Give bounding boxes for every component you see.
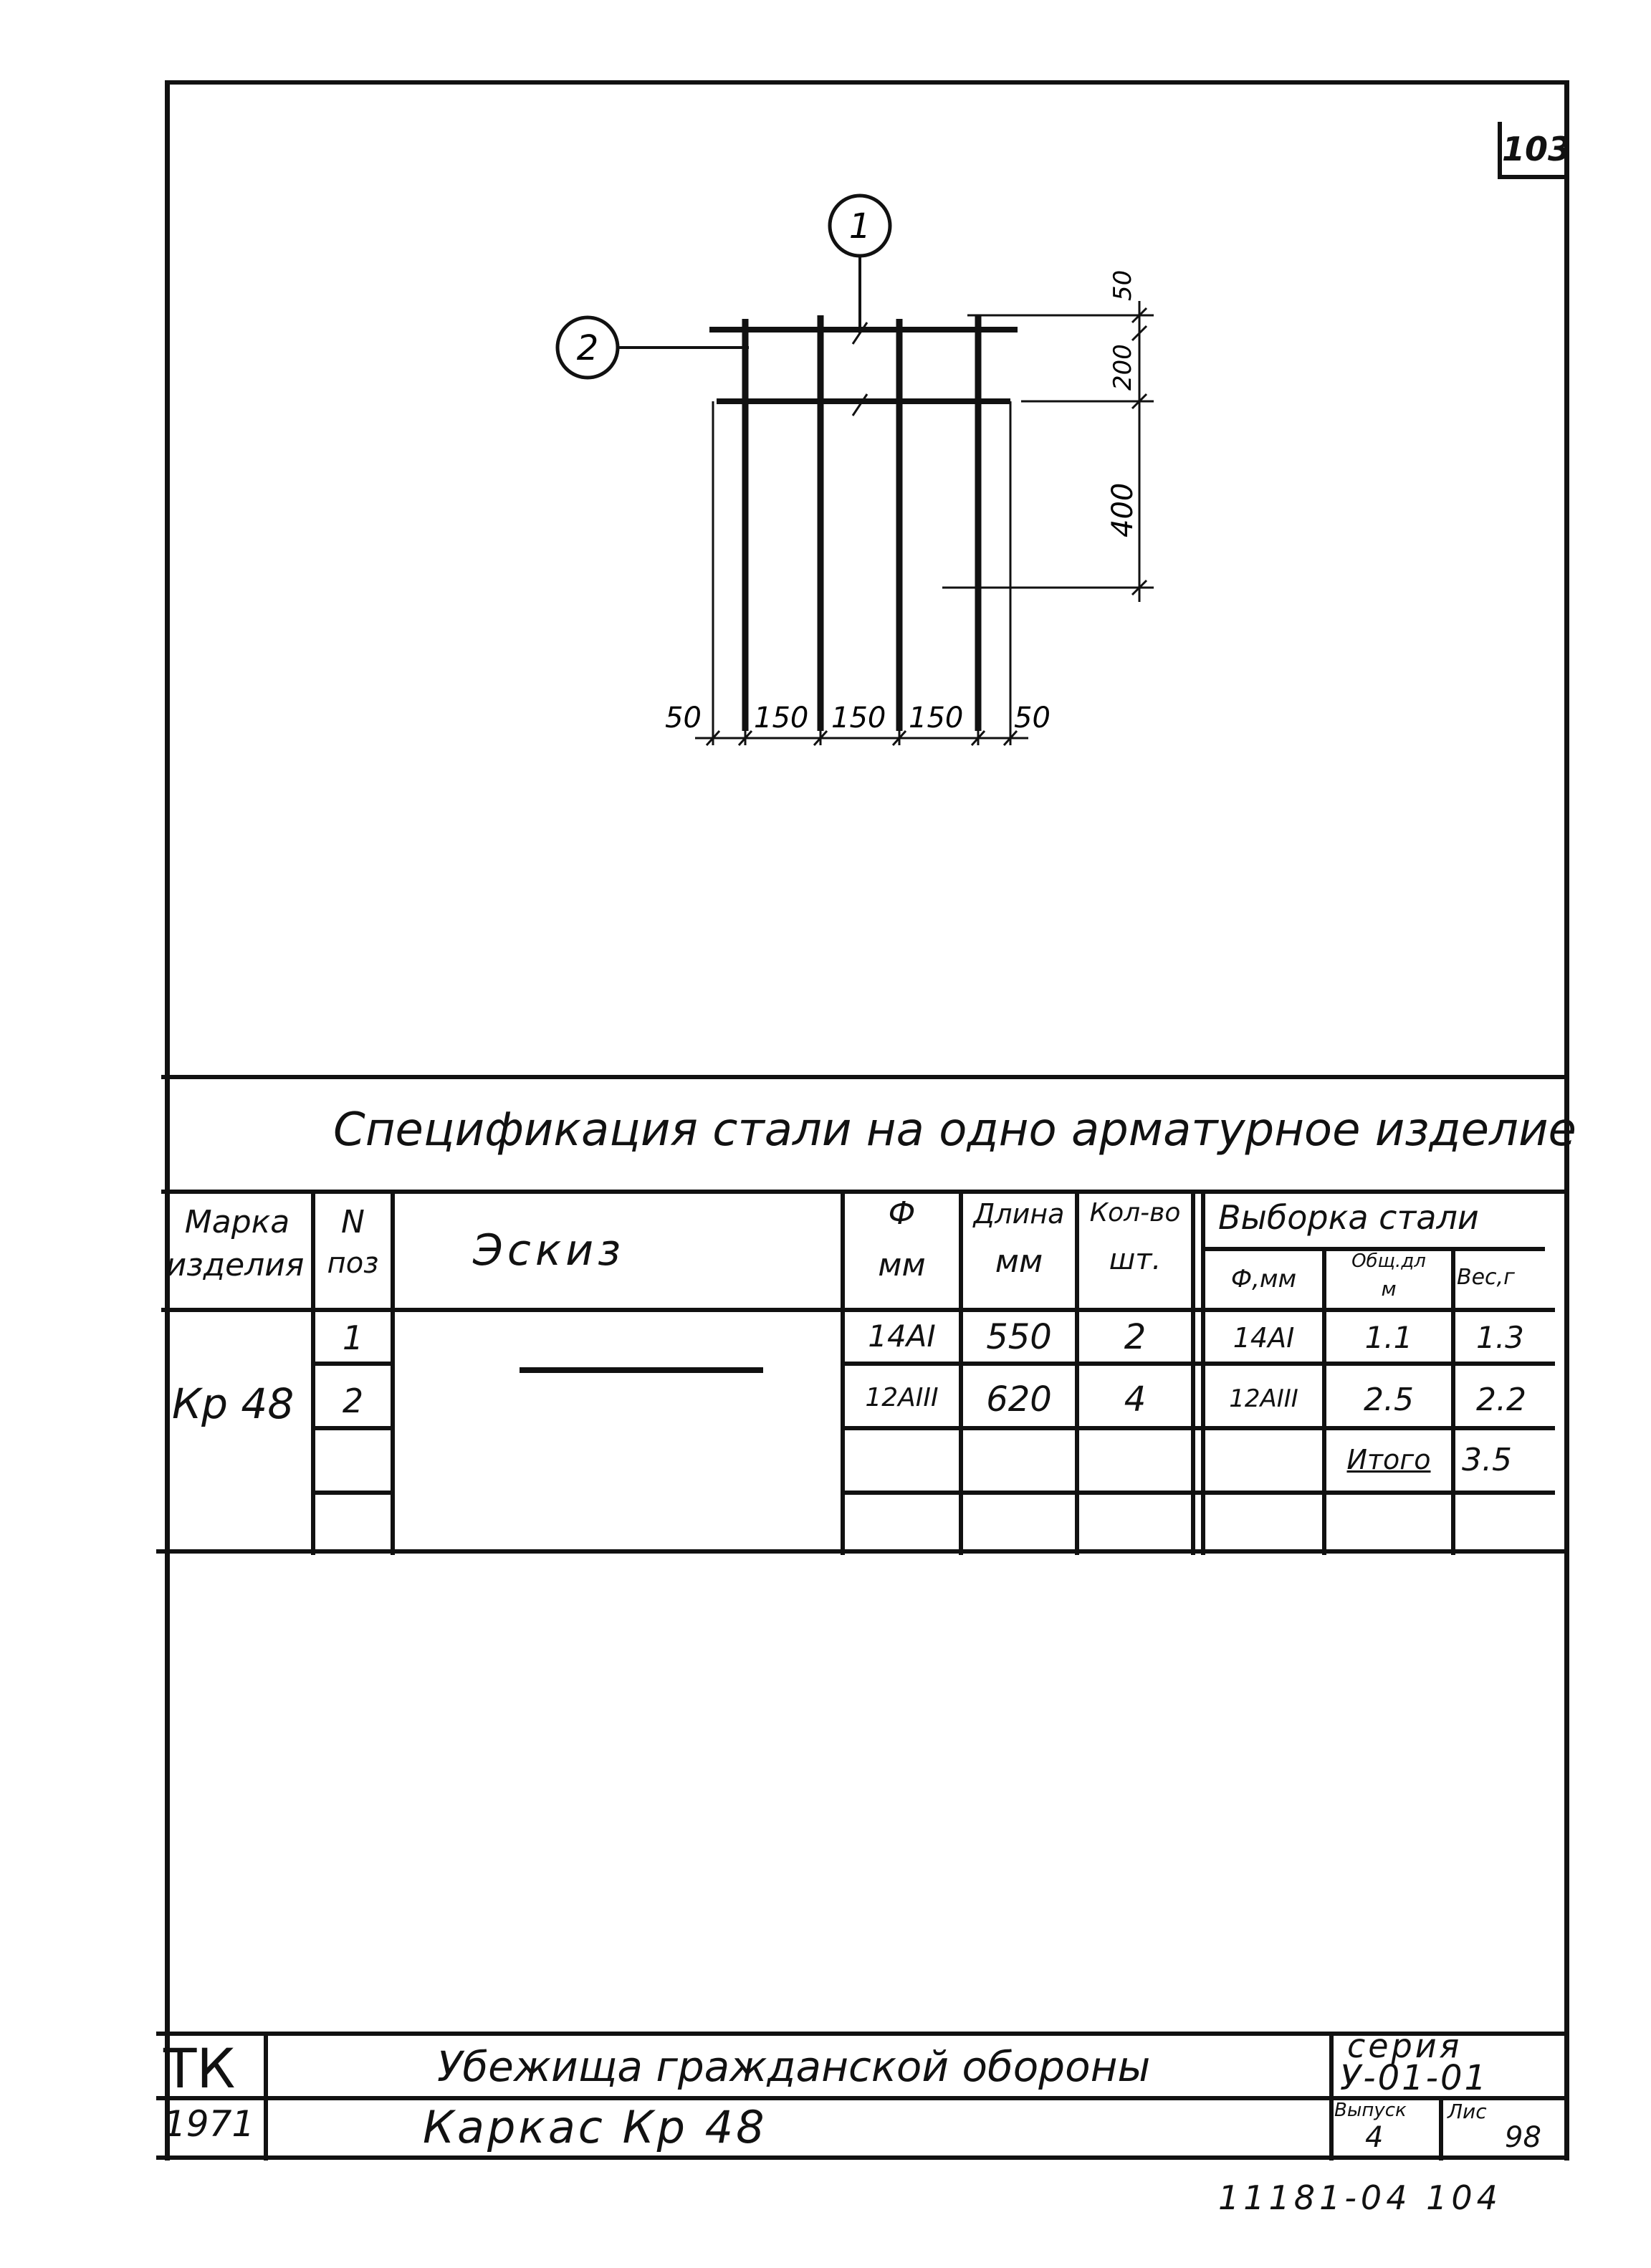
row2-qty: 4 — [1124, 1379, 1147, 1420]
sketch-bar — [520, 1367, 763, 1373]
spec-top-line — [161, 1075, 1569, 1079]
row1-line — [311, 1362, 395, 1366]
hdr-sel-wt: Вес,г — [1457, 1265, 1515, 1290]
hdr-dia-l1: Ф — [888, 1195, 916, 1232]
row2-pos: 2 — [342, 1382, 364, 1420]
row2-sel-len: 2.5 — [1364, 1382, 1414, 1418]
spec-title: Спецификация стали на одно арматурное изделие — [333, 1104, 1576, 1157]
row2-dia: 12АIII — [865, 1383, 939, 1412]
row1-sel-dia: 14АI — [1233, 1322, 1295, 1354]
dim-150-a: 150 — [754, 702, 809, 735]
sheet-number: 103 — [1498, 122, 1569, 179]
frame-bottom-line — [156, 2155, 1569, 2160]
spec-bottom-line — [156, 1549, 1569, 1554]
hdr-dia-l2: мм — [878, 1247, 926, 1283]
col-line-6b — [1201, 1190, 1205, 1555]
body-top-line — [161, 1308, 1555, 1312]
hdr-pos-l1: N — [341, 1204, 365, 1240]
hdr-len-l2: мм — [995, 1243, 1043, 1280]
row1-qty: 2 — [1124, 1317, 1147, 1357]
row1-pos: 1 — [342, 1319, 364, 1357]
dim-150-c: 150 — [909, 702, 964, 735]
col-line-8 — [1451, 1247, 1455, 1555]
tb-col-issue — [1439, 2096, 1443, 2161]
hdr-mark-l1: Марка — [184, 1204, 290, 1240]
row2-len: 620 — [986, 1379, 1052, 1420]
hdr-sel-len-l2: м — [1381, 1277, 1397, 1301]
row1-dia: 14АI — [868, 1319, 936, 1354]
tb-col-left — [264, 2032, 268, 2161]
col-line-2 — [391, 1190, 395, 1555]
hdr-len-l1: Длина — [973, 1198, 1065, 1230]
series-value: У-01-01 — [1340, 2058, 1489, 2098]
hdr-mark-l2: изделия — [166, 1247, 305, 1283]
project-title: Убежища гражданской обороны — [437, 2042, 1151, 2091]
sheet-label: Лис — [1447, 2100, 1487, 2123]
hdr-sel-len-l1: Общ.дл — [1351, 1250, 1426, 1272]
row3-line-right — [841, 1491, 1555, 1495]
row1-sel-len: 1.1 — [1364, 1320, 1413, 1355]
row1-len: 550 — [986, 1317, 1052, 1357]
col-line-6a — [1191, 1190, 1195, 1555]
row2-sel-wt: 2.2 — [1476, 1382, 1526, 1418]
row1-sel-wt: 1.3 — [1476, 1320, 1524, 1355]
sheet-value: 98 — [1505, 2121, 1541, 2154]
mark-value: Кр 48 — [172, 1379, 295, 1428]
hdr-sel-dia: Ф,мм — [1230, 1265, 1297, 1293]
col-line-1 — [311, 1190, 315, 1555]
row3-line — [311, 1491, 395, 1495]
issue-value: 4 — [1365, 2121, 1384, 2154]
year: 1971 — [163, 2103, 255, 2145]
callout-2-label: 2 — [576, 328, 599, 368]
org-code: ТК — [163, 2037, 236, 2100]
dim-50-left: 50 — [665, 702, 702, 735]
dim-50-right: 50 — [1014, 702, 1051, 735]
hdr-qty-l2: шт. — [1109, 1243, 1162, 1276]
row2-line — [311, 1426, 395, 1430]
total-value: 3.5 — [1462, 1442, 1512, 1478]
hdr-selection: Выборка стали — [1218, 1198, 1479, 1237]
row1-line-right — [841, 1362, 1555, 1366]
rebar-cage-drawing — [502, 179, 1218, 824]
total-label: Итого — [1346, 1444, 1431, 1475]
tb-col-right — [1329, 2032, 1334, 2161]
col-line-3 — [841, 1190, 845, 1555]
series-label: серия — [1347, 2027, 1463, 2065]
row2-line-right — [841, 1426, 1555, 1430]
dim-400: 400 — [1106, 482, 1139, 537]
hdr-sketch: Эскиз — [473, 1225, 626, 1276]
hdr-qty-l1: Кол-во — [1089, 1198, 1181, 1228]
drawing-name: Каркас Кр 48 — [423, 2101, 767, 2153]
dim-50-top: 50 — [1109, 269, 1137, 301]
footnote: 11181-04 104 — [1218, 2178, 1502, 2217]
frame-top-line — [165, 80, 1569, 85]
hdr-pos-l2: поз — [327, 1247, 379, 1280]
dim-150-b: 150 — [831, 702, 886, 735]
spec-header-line — [161, 1190, 1569, 1194]
callout-1-label: 1 — [848, 206, 871, 247]
dim-200: 200 — [1109, 344, 1137, 391]
issue-label: Выпуск — [1334, 2100, 1407, 2121]
row2-sel-dia: 12АIII — [1229, 1384, 1298, 1413]
